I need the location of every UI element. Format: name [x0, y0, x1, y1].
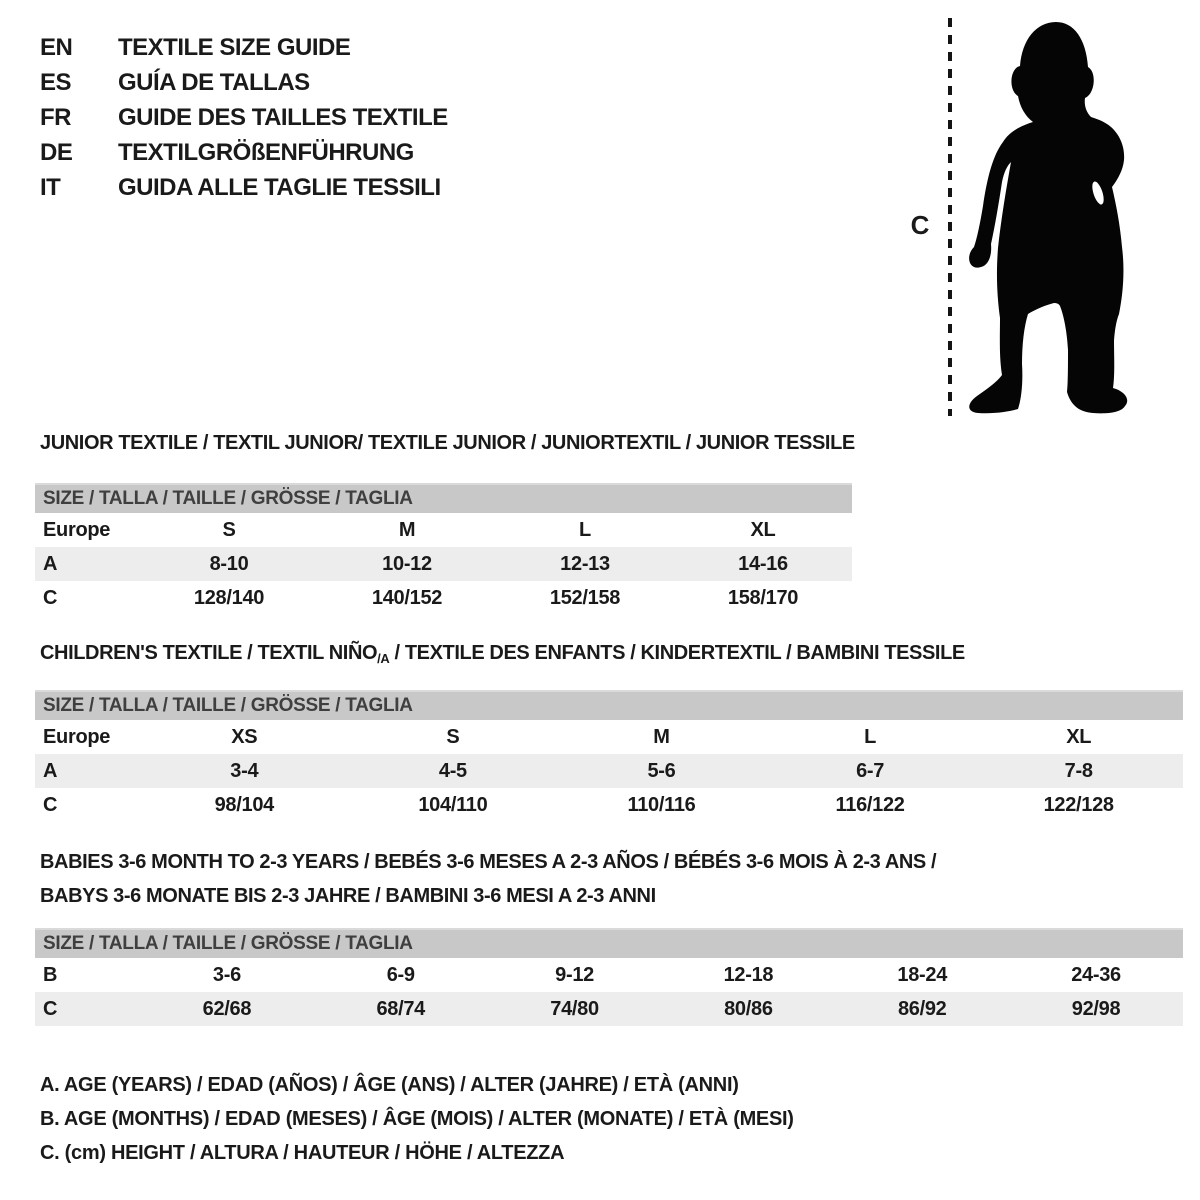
- size-cell: 140/152: [371, 586, 443, 609]
- row-label: A: [43, 552, 58, 575]
- size-cell: 12-13: [560, 552, 610, 575]
- lang-row-it: [40, 170, 448, 205]
- size-cell: 80/86: [724, 997, 773, 1020]
- row-label: Europe: [43, 725, 111, 748]
- toddler-silhouette-icon: [964, 20, 1132, 416]
- children-heading-prefix: CHILDREN'S TEXTILE / TEXTIL NIÑO: [40, 642, 378, 664]
- size-cell: 4-5: [438, 759, 467, 782]
- lang-code: DE: [40, 138, 73, 166]
- size-cell: 74/80: [550, 997, 599, 1020]
- size-cell: 8-10: [209, 552, 249, 575]
- size-cell: S: [446, 725, 460, 748]
- row-label: C: [43, 793, 58, 816]
- size-cell: 62/68: [202, 997, 252, 1020]
- size-cell: 9-12: [555, 963, 594, 986]
- size-cell: 158/170: [727, 586, 799, 609]
- size-cell: 86/92: [897, 997, 947, 1020]
- children-heading-subscript: /A: [377, 651, 390, 666]
- lang-code: EN: [40, 33, 73, 61]
- size-cell: 3-4: [230, 759, 259, 782]
- lang-row-de: [40, 135, 448, 170]
- table-row: [35, 992, 1183, 1026]
- lang-title: TEXTILGRÖßENFÜHRUNG: [118, 138, 414, 166]
- size-cell: 98/104: [214, 793, 274, 816]
- row-label: A: [43, 759, 58, 782]
- row-label: C: [43, 997, 58, 1020]
- lang-title: GUIDE DES TAILLES TEXTILE: [118, 103, 448, 131]
- size-cell: 3-6: [212, 963, 241, 986]
- size-cell: 68/74: [376, 997, 426, 1020]
- size-cell: 10-12: [382, 552, 432, 575]
- table-header-bar: SIZE / TALLA / TAILLE / GRÖSSE / TAGLIA: [35, 483, 852, 513]
- size-cell: 14-16: [738, 552, 788, 575]
- size-cell: L: [864, 725, 877, 748]
- size-cell: 12-18: [723, 963, 774, 986]
- table-row: [35, 754, 1183, 788]
- size-cell: 128/140: [193, 586, 265, 609]
- size-cell: 110/116: [627, 793, 696, 816]
- lang-code: IT: [40, 173, 61, 201]
- junior-section-heading: JUNIOR TEXTILE / TEXTIL JUNIOR/ TEXTILE JUNIOR / JUNIORTEXTIL / JUNIOR TESSILE: [40, 432, 855, 454]
- size-cell: L: [579, 518, 591, 541]
- size-cell: 116/122: [835, 793, 905, 816]
- lang-row-fr: [40, 100, 448, 135]
- babies-size-table: [35, 928, 1183, 1026]
- lang-row-en: [40, 30, 448, 65]
- table-row: [35, 958, 1183, 992]
- size-cell: 5-6: [647, 759, 676, 782]
- size-cell: 92/98: [1071, 997, 1121, 1020]
- size-cell: S: [222, 518, 236, 541]
- row-label: C: [43, 586, 58, 609]
- row-label: B: [43, 963, 58, 986]
- table-row: [35, 720, 1183, 754]
- size-cell: XL: [750, 518, 776, 541]
- lang-title: GUIDA ALLE TAGLIE TESSILI: [118, 173, 441, 201]
- size-cell: 122/128: [1043, 793, 1114, 816]
- table-row: [35, 581, 852, 615]
- row-label: Europe: [43, 518, 111, 541]
- size-cell: 6-7: [856, 759, 885, 782]
- babies-heading-line1: BABIES 3-6 MONTH TO 2-3 YEARS / BEBÉS 3-6 MESES A 2-3 AÑOS / BÉBÉS 3-6 MOIS À 2-3 ANS /: [40, 851, 937, 873]
- lang-code: FR: [40, 103, 71, 131]
- size-cell: XL: [1066, 725, 1092, 748]
- size-cell: 24-36: [1071, 963, 1121, 986]
- lang-row-es: [40, 65, 448, 100]
- legend-line-b: B. AGE (MONTHS) / EDAD (MESES) / ÂGE (MOIS) / ALTER (MONATE) / ETÀ (MESI): [40, 1108, 794, 1130]
- children-section-heading: [40, 642, 965, 666]
- lang-title: GUÍA DE TALLAS: [118, 68, 310, 96]
- size-cell: 18-24: [897, 963, 948, 986]
- table-row: [35, 513, 852, 547]
- height-dashed-line: [948, 18, 952, 416]
- lang-code: ES: [40, 68, 72, 96]
- size-cell: M: [653, 725, 670, 748]
- size-cell: 7-8: [1064, 759, 1093, 782]
- children-heading-suffix: / TEXTILE DES ENFANTS / KINDERTEXTIL / BAMBINI TESSILE: [389, 642, 965, 664]
- table-header-bar: SIZE / TALLA / TAILLE / GRÖSSE / TAGLIA: [35, 690, 1183, 720]
- size-cell: M: [398, 518, 416, 541]
- size-cell: 104/110: [418, 793, 488, 816]
- babies-section-heading: [40, 845, 936, 913]
- lang-title: TEXTILE SIZE GUIDE: [118, 33, 351, 61]
- size-cell: 152/158: [549, 586, 621, 609]
- legend-line-c: C. (cm) HEIGHT / ALTURA / HAUTEUR / HÖHE / ALTEZZA: [40, 1142, 565, 1164]
- babies-heading-line2: BABYS 3-6 MONATE BIS 2-3 JAHRE / BAMBINI 3-6 MESI A 2-3 ANNI: [40, 885, 656, 907]
- children-size-table: [35, 690, 1183, 822]
- table-header-bar: SIZE / TALLA / TAILLE / GRÖSSE / TAGLIA: [35, 928, 1183, 958]
- table-row: [35, 788, 1183, 822]
- language-title-list: [40, 30, 448, 205]
- height-measure-label: C: [910, 210, 930, 240]
- junior-size-table: [35, 483, 852, 615]
- size-cell: 6-9: [386, 963, 415, 986]
- table-row: [35, 547, 852, 581]
- size-cell: XS: [231, 725, 258, 748]
- measurement-legend: [40, 1068, 794, 1170]
- legend-line-a: A. AGE (YEARS) / EDAD (AÑOS) / ÂGE (ANS) / ALTER (JAHRE) / ETÀ (ANNI): [40, 1074, 739, 1096]
